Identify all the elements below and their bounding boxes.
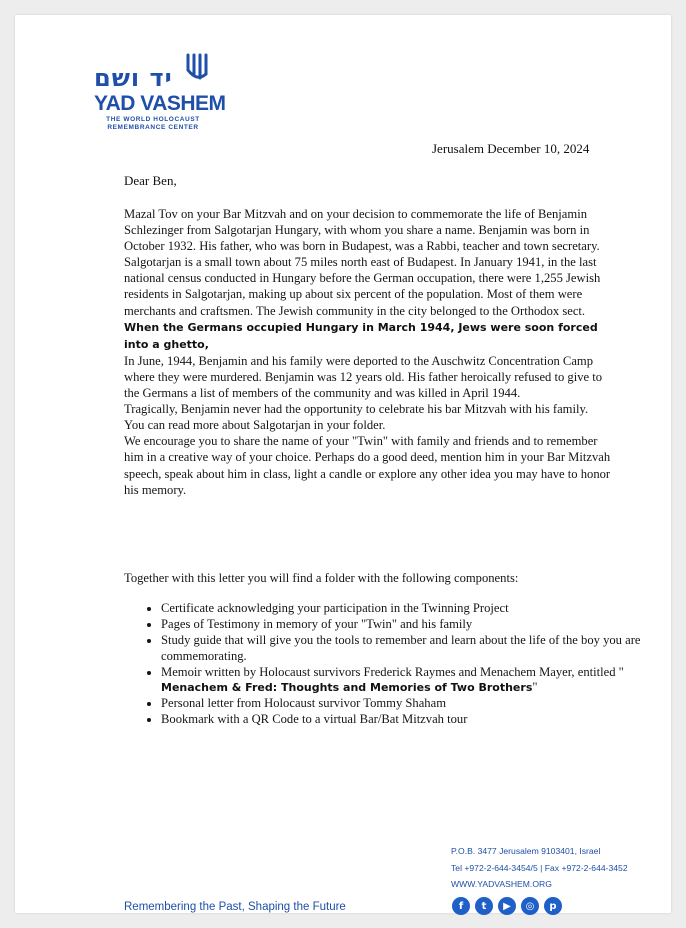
paragraph-tragically: Tragically, Benjamin never had the opportunity to celebrate his bar Mitzvah with his family. xyxy=(124,402,589,417)
paragraph-town-text: Salgotarjan is a small town about 75 miles north east of Budapest. In January 1941, in the last national census conducted in Hungary before the German occupation, there were 1,255 Jewish residents in Salgotarjan, making up about six percent of the population. Most of them were merchants and craftsmen. The Jewish community in the city belonged to the Orthodox sect. xyxy=(124,255,601,318)
components-list xyxy=(124,601,641,728)
paragraph-folder: You can read more about Salgotarjan in your folder. xyxy=(124,418,386,433)
logo-name: YAD VASHEM xyxy=(94,92,226,115)
memoir-close-quote: " xyxy=(532,680,538,694)
paragraph-encourage: We encourage you to share the name of your "Twin" with family and friends and to remember him in a creative way of your choice. Perhaps do a good deed, mention him in your Bar Mitzvah speech, speak about him in class, light a candle or explore any other idea you may have to honor his memory. xyxy=(124,434,611,497)
footer-website[interactable]: WWW.YADVASHEM.ORG xyxy=(451,879,552,889)
list-item: • Study guide that will give you the tools to remember and learn about the life of the boy you are commemorating. xyxy=(161,633,641,664)
list-item: • Certificate acknowledging your participation in the Twinning Project xyxy=(161,601,641,617)
memoir-text: Memoir written by Holocaust survivors Frederick Raymes and Menachem Mayer, entitled " xyxy=(161,664,624,679)
list-item: • Personal letter from Holocaust survivor Tommy Shaham xyxy=(161,696,641,712)
facebook-icon[interactable]: f xyxy=(452,897,470,915)
list-item xyxy=(161,665,641,696)
menorah-icon xyxy=(184,52,212,86)
letter-greeting: Dear Ben, xyxy=(124,173,177,188)
list-item: • Bookmark with a QR Code to a virtual Bar/Bat Mitzvah tour xyxy=(161,712,641,728)
pinterest-icon[interactable]: p xyxy=(544,897,562,915)
memoir-title: Menachem & Fred: Thoughts and Memories of Two Brothers xyxy=(161,681,533,694)
letter-page xyxy=(15,15,671,913)
footer-contact xyxy=(451,843,628,893)
footer-slogan: Remembering the Past, Shaping the Future xyxy=(124,901,346,913)
paragraph-town xyxy=(124,254,614,353)
paragraph-town-bold: When the Germans occupied Hungary in March 1944, Jews were soon forced into a ghetto, xyxy=(124,320,598,351)
components-intro: Together with this letter you will find a folder with the following components: xyxy=(124,571,519,585)
letter-body xyxy=(124,206,614,498)
logo-hebrew-text: יד ושם xyxy=(94,64,173,92)
yad-vashem-logo xyxy=(94,52,224,134)
paragraph-intro: Mazal Tov on your Bar Mitzvah and on your decision to commemorate the life of Benjamin Schlezinger from Salgotarjan Hungary, with whom you share a name. Benjamin was born in October 1932. His father, who was born in Budapest, was a Rabbi, teacher and town secretary. xyxy=(124,207,600,254)
twitter-icon[interactable]: t xyxy=(475,897,493,915)
footer-phone: Tel +972-2-644-3454/5 | Fax +972-2-644-3452 xyxy=(451,862,628,873)
instagram-icon[interactable]: ◎ xyxy=(521,897,539,915)
footer-address: P.O.B. 3477 Jerusalem 9103401, Israel xyxy=(451,846,601,856)
list-item: • Pages of Testimony in memory of your "Twin" and his family xyxy=(161,617,641,633)
youtube-icon[interactable]: ▶ xyxy=(498,897,516,915)
letter-date: Jerusalem December 10, 2024 xyxy=(432,141,590,156)
paragraph-deportation: In June, 1944, Benjamin and his family were deported to the Auschwitz Concentration Camp where they were murdered. Benjamin was 12 years old. His father heroically refused to give to the Germans a list of members of the community and was killed in April 1944. xyxy=(124,353,603,401)
social-links xyxy=(452,897,562,915)
logo-subtitle: THE WORLD HOLOCAUST REMEMBRANCE CENTER xyxy=(106,116,200,131)
